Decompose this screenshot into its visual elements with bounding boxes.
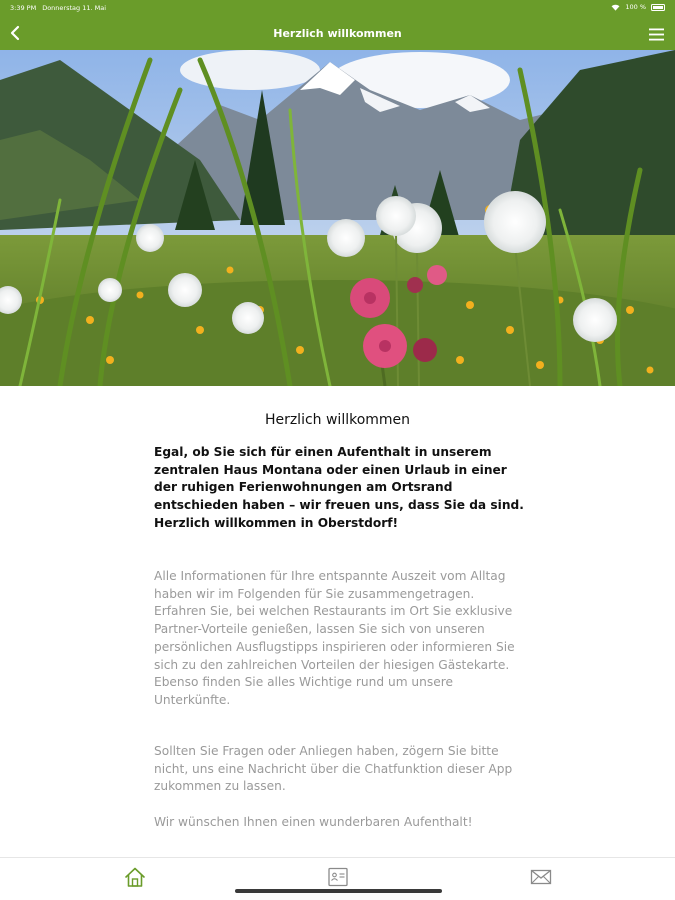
home-indicator[interactable] (235, 889, 442, 893)
welcome-intro: Egal, ob Sie sich für einen Aufenthalt in unserem zentralen Haus Montana oder einen Urlaub in einer der ruhigen Ferienwohnungen am Ortsrand entschieden haben – wir freuen uns, dass Sie da sind. Herzlich willkommen in Oberstdorf! (154, 445, 524, 530)
welcome-paragraph-closing: Wir wünschen Ihnen einen wunderbaren Aufenthalt! (154, 815, 473, 829)
tab-home[interactable] (123, 865, 147, 889)
tab-messages[interactable] (529, 865, 553, 889)
mountain-meadow-photo (0, 50, 675, 386)
home-icon (124, 866, 146, 888)
status-date: Donnerstag 11. Mai (42, 4, 107, 12)
tab-guest-card[interactable] (326, 865, 350, 889)
status-bar (0, 0, 675, 17)
welcome-heading: Herzlich willkommen (264, 412, 411, 428)
status-time: 3:39 PM (10, 4, 37, 12)
welcome-paragraph-info: Alle Informationen für Ihre entspannte Auszeit vom Alltag haben wir im Folgenden für Sie zusammengetragen. Erfahren Sie, bei welchen Restaurants im Ort Sie exklusive Partner-Vorteile genießen, lassen Sie sich von unseren persönlichen Ausflugstipps inspirieren oder informieren Sie sich zu den zahlreichen Vorteilen der hiesigen Gästekarte. Ebenso finden Sie alles Wichtige rund um unsere Unterkünfte. (154, 569, 515, 707)
menu-button[interactable] (643, 21, 669, 47)
page-title: Herzlich willkommen (273, 27, 402, 40)
tab-bar (0, 857, 675, 900)
wifi-icon (611, 4, 620, 11)
mail-icon (530, 866, 552, 888)
battery-percent: 100 % (625, 3, 646, 11)
nav-bar (0, 17, 675, 50)
guest-card-icon (327, 866, 349, 888)
hero-image (0, 50, 675, 386)
hamburger-menu-icon (649, 28, 664, 41)
welcome-content (0, 386, 675, 857)
battery-icon (651, 4, 665, 11)
welcome-paragraph-contact: Sollten Sie Fragen oder Anliegen haben, zögern Sie bitte nicht, uns eine Nachricht über die Chatfunktion dieser App zukommen zu lassen. (154, 744, 513, 794)
